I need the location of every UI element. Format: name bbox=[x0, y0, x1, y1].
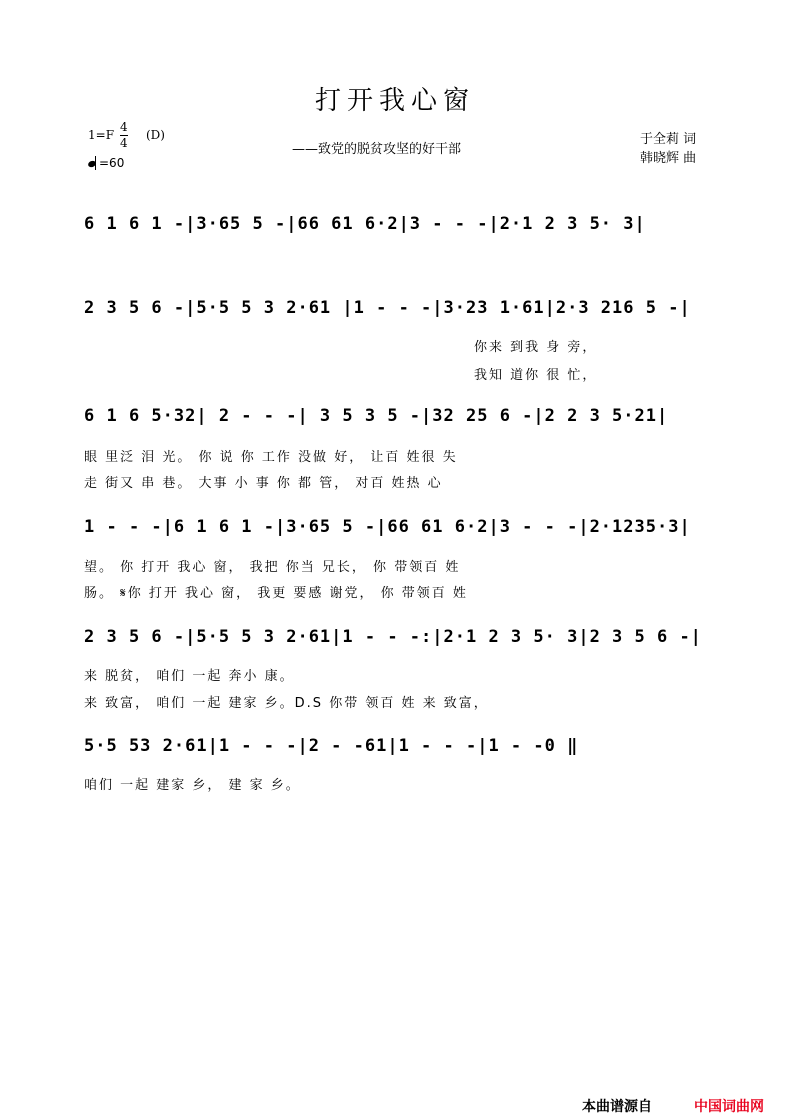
time-sig-top: 4 bbox=[120, 120, 128, 134]
music-line-5: 2 3 5 6 -|5·5 5 3 2·61|1 - - -:|2·1 2 3 5· 3|2 3 5 6 -| bbox=[84, 627, 702, 647]
music-line-1: 6 1 6 1 -|3·65 5 -|66 61 6·2|3 - - -|2·1 2 3 5· 3| bbox=[84, 214, 646, 234]
tempo-marking bbox=[88, 156, 124, 170]
music-line-4: 1 - - -|6 1 6 1 -|3·65 5 -|66 61 6·2|3 - - -|2·1235·3| bbox=[84, 517, 691, 537]
music-line-6: 5·5 53 2·61|1 - - -|2 - -61|1 - - -|1 - -0 ‖ bbox=[84, 736, 579, 756]
lyric-line-7: 来 脱贫， 咱们 一起 奔小 康。 bbox=[84, 669, 295, 684]
lyric-line-4: 走 街又 串 巷。 大事 小 事 你 都 管， 对百 姓热 心 bbox=[84, 476, 443, 491]
song-subtitle: ——致党的脱贫攻坚的好干部 bbox=[292, 142, 462, 157]
footer-source-label: 本曲谱源自 bbox=[582, 1099, 652, 1115]
lyric-line-1: 你来 到我 身 旁， bbox=[474, 340, 598, 355]
key-signature bbox=[88, 128, 114, 142]
lyric-line-5: 望。 你 打开 我心 窗， 我把 你当 兄长， 你 带领百 姓 bbox=[84, 560, 461, 575]
lyric-line-8: 来 致富， 咱们 一起 建家 乡。D.S 你带 领百 姓 来 致富， bbox=[84, 696, 489, 711]
lyric-line-3: 眼 里泛 泪 光。 你 说 你 工作 没做 好， 让百 姓很 失 bbox=[84, 450, 458, 465]
time-signature bbox=[120, 120, 128, 151]
lyric-line-9: 咱们 一起 建家 乡， 建 家 乡。 bbox=[84, 778, 301, 793]
song-title: 打开我心窗 bbox=[314, 86, 475, 116]
tempo-value: =60 bbox=[99, 156, 125, 170]
lyric-line-6: 肠。 𝄋你 打开 我心 窗， 我更 要感 谢党， 你 带领百 姓 bbox=[84, 586, 468, 601]
lyricist-credit: 于全莉 词 bbox=[640, 132, 697, 147]
music-line-3: 6 1 6 5·32| 2 - - -| 3 5 3 5 -|32 25 6 -|2 2 3 5·21| bbox=[84, 406, 669, 426]
composer-credit: 韩晓辉 曲 bbox=[640, 151, 697, 166]
key-label: 1=F bbox=[88, 128, 115, 142]
lyric-line-2: 我知 道你 很 忙， bbox=[474, 368, 598, 383]
footer-site-link[interactable]: 中国词曲网 bbox=[694, 1099, 764, 1115]
key-alt: (D) bbox=[146, 128, 165, 142]
music-line-2: 2 3 5 6 -|5·5 5 3 2·61 |1 - - -|3·23 1·61|2·3 216 5 -| bbox=[84, 298, 691, 318]
time-sig-bottom: 4 bbox=[120, 136, 128, 150]
